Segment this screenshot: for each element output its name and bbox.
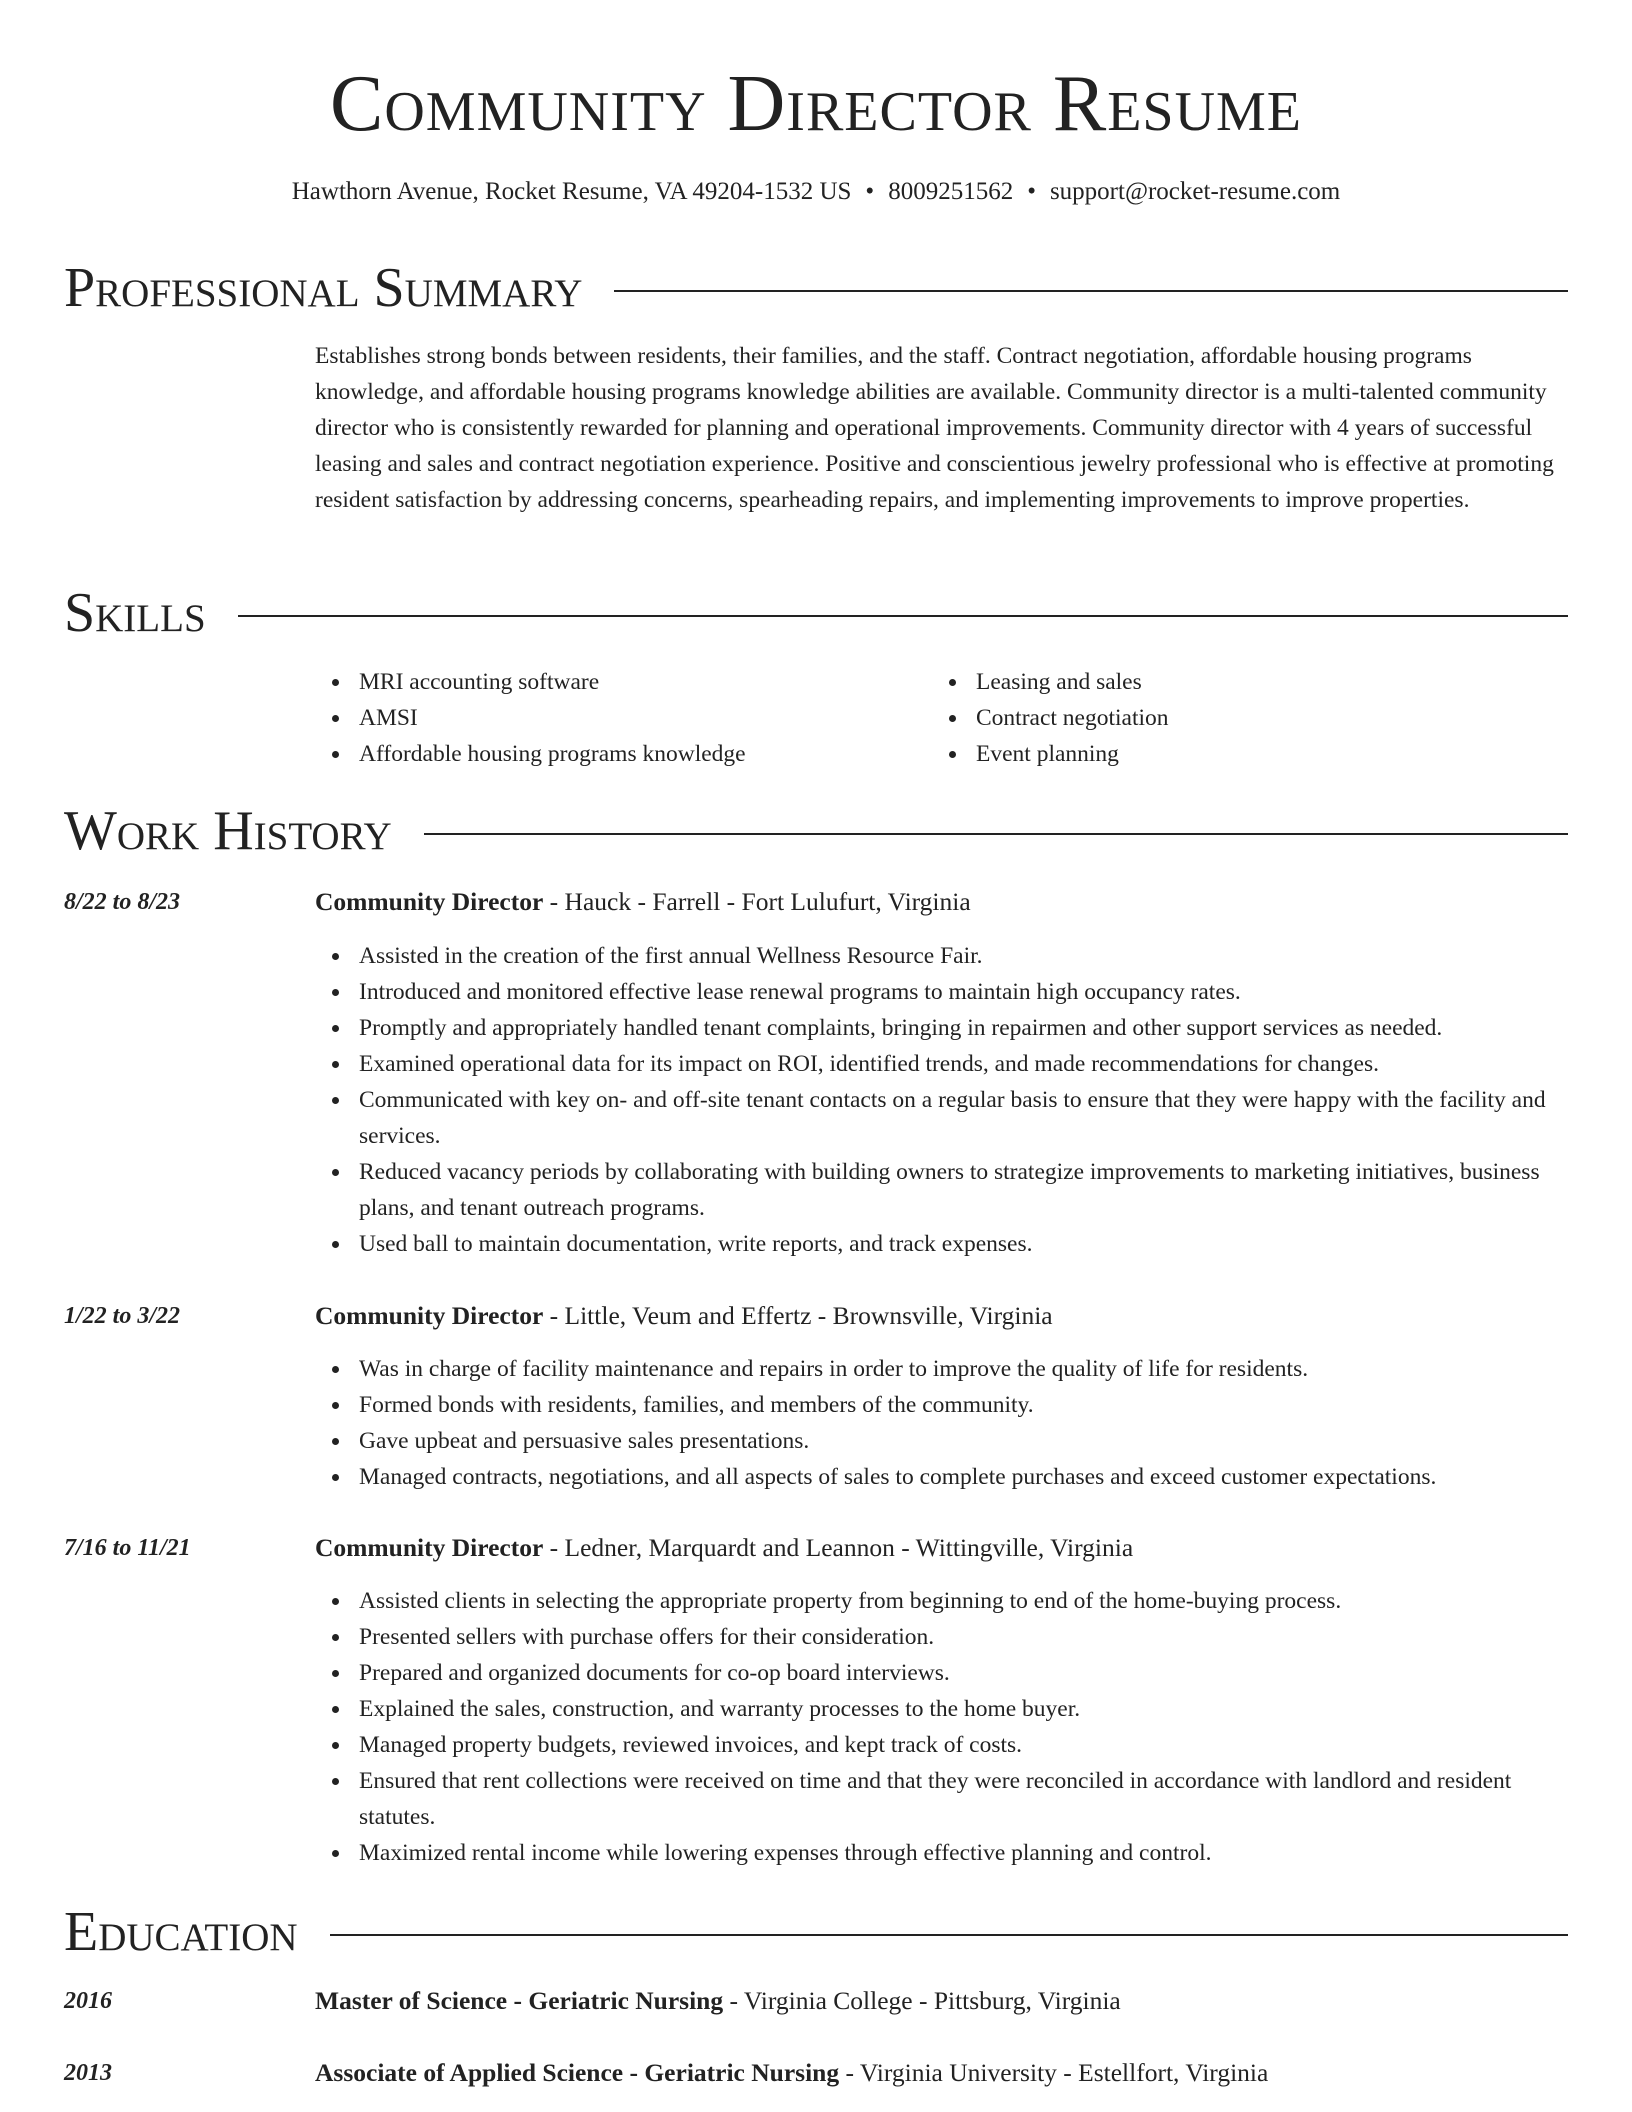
employer-details: - Hauck - Farrell - Fort Lulufurt, Virginia <box>543 887 971 916</box>
contact-separator: • <box>865 178 875 205</box>
work-bullet: Ensured that rent collections were received on time and that they were reconciled in accordance with landlord and resident statutes. <box>359 1763 1568 1835</box>
work-bullet: Formed bonds with residents, families, and members of the community. <box>359 1387 1568 1423</box>
education-section-header <box>64 1900 1568 1964</box>
degree: Master of Science - Geriatric Nursing <box>315 1986 724 2015</box>
work-bullet: Maximized rental income while lowering expenses through effective planning and control. <box>359 1835 1568 1871</box>
section-divider <box>424 833 1568 835</box>
skill-item: Contract negotiation <box>976 700 1169 736</box>
degree: Associate of Applied Science - Geriatric Nursing <box>315 2058 840 2087</box>
work-date: 1/22 to 3/22 <box>64 1303 181 1329</box>
job-title: Community Director <box>315 887 544 916</box>
work-bullets <box>315 1583 1568 1871</box>
work-bullet: Managed contracts, negotiations, and all aspects of sales to complete purchases and exceed customer expectations. <box>359 1459 1568 1495</box>
work-bullet: Was in charge of facility maintenance and repairs in order to improve the quality of life for residents. <box>359 1351 1568 1387</box>
work-bullet: Reduced vacancy periods by collaborating with building owners to strategize improvements to marketing initiatives, business plans, and tenant outreach programs. <box>359 1154 1568 1226</box>
resume-title: Community Director Resume <box>329 60 1303 148</box>
work-date: 8/22 to 8/23 <box>64 889 181 915</box>
work-bullets <box>315 938 1568 1262</box>
section-title: Skills <box>64 582 206 644</box>
skills-list <box>315 664 1568 772</box>
section-divider <box>330 1934 1568 1936</box>
work-bullets <box>315 1351 1568 1495</box>
skill-item: AMSI <box>359 700 932 736</box>
employer-details: - Ledner, Marquardt and Leannon - Wittingville, Virginia <box>543 1533 1134 1562</box>
work-bullet: Gave upbeat and persuasive sales presentations. <box>359 1423 1568 1459</box>
section-title: Professional Summary <box>64 257 583 319</box>
school-details: - Virginia College - Pittsburg, Virginia <box>723 1986 1121 2015</box>
skill-item: Affordable housing programs knowledge <box>359 736 932 772</box>
section-divider <box>614 290 1568 292</box>
contact-line <box>0 175 1632 209</box>
work-bullet: Explained the sales, construction, and warranty processes to the home buyer. <box>359 1691 1568 1727</box>
skill-item: Event planning <box>976 736 1169 772</box>
skills-section-header <box>64 581 1568 645</box>
work-bullet: Examined operational data for its impact on ROI, identified trends, and made recommendations for changes. <box>359 1046 1568 1082</box>
work-bullet: Promptly and appropriately handled tenant complaints, bringing in repairmen and other support services as needed. <box>359 1010 1568 1046</box>
work-heading <box>315 1530 1568 1566</box>
work-heading <box>315 1298 1568 1334</box>
skills-column-left <box>315 664 932 772</box>
skills-column-right <box>932 664 1169 772</box>
work-bullet: Introduced and monitored effective lease renewal programs to maintain high occupancy rates. <box>359 974 1568 1010</box>
skill-item: Leasing and sales <box>976 664 1169 700</box>
summary-text: Establishes strong bonds between residents, their families, and the staff. Contract negotiation, affordable housing programs knowledge, and affordable housing programs knowledge abilities are available. Community director is a multi-talented community director who is consistently rewarded for planning and operational improvements. Community director with 4 years of successful leasing and sales and contract negotiation experience. Positive and conscientious jewelry professional who is effective at promoting resident satisfaction by addressing concerns, spearheading repairs, and implementing improvements to improve properties. <box>315 343 1554 513</box>
work-bullet: Assisted clients in selecting the appropriate property from beginning to end of the home-buying process. <box>359 1583 1568 1619</box>
work-section-header <box>64 799 1568 863</box>
contact-address: Hawthorn Avenue, Rocket Resume, VA 49204-1532 US <box>291 178 852 205</box>
contact-phone: 8009251562 <box>888 178 1014 205</box>
summary-section-header <box>64 256 1568 320</box>
education-date: 2013 <box>64 2060 112 2086</box>
work-heading <box>315 884 1568 920</box>
job-title: Community Director <box>315 1301 544 1330</box>
education-date: 2016 <box>64 1988 112 2014</box>
contact-separator: • <box>1027 178 1036 205</box>
employer-details: - Little, Veum and Effertz - Brownsville, Virginia <box>543 1301 1053 1330</box>
section-divider <box>238 615 1568 617</box>
section-title: Work History <box>64 800 392 862</box>
school-details: - Virginia University - Estellfort, Virginia <box>839 2058 1269 2087</box>
work-bullet: Assisted in the creation of the first annual Wellness Resource Fair. <box>359 938 1568 974</box>
contact-email[interactable]: support@rocket-resume.com <box>1049 178 1341 205</box>
work-bullet: Presented sellers with purchase offers for their consideration. <box>359 1619 1568 1655</box>
education-heading <box>315 1983 1568 2019</box>
work-bullet: Used ball to maintain documentation, write reports, and track expenses. <box>359 1226 1568 1262</box>
education-heading <box>315 2055 1568 2091</box>
skill-item: MRI accounting software <box>359 664 932 700</box>
work-date: 7/16 to 11/21 <box>64 1535 191 1561</box>
work-bullet: Prepared and organized documents for co-op board interviews. <box>359 1655 1568 1691</box>
section-title: Education <box>64 1901 298 1963</box>
job-title: Community Director <box>315 1533 544 1562</box>
work-bullet: Communicated with key on- and off-site tenant contacts on a regular basis to ensure that they were happy with the facility and services. <box>359 1082 1568 1154</box>
work-bullet: Managed property budgets, reviewed invoices, and kept track of costs. <box>359 1727 1568 1763</box>
